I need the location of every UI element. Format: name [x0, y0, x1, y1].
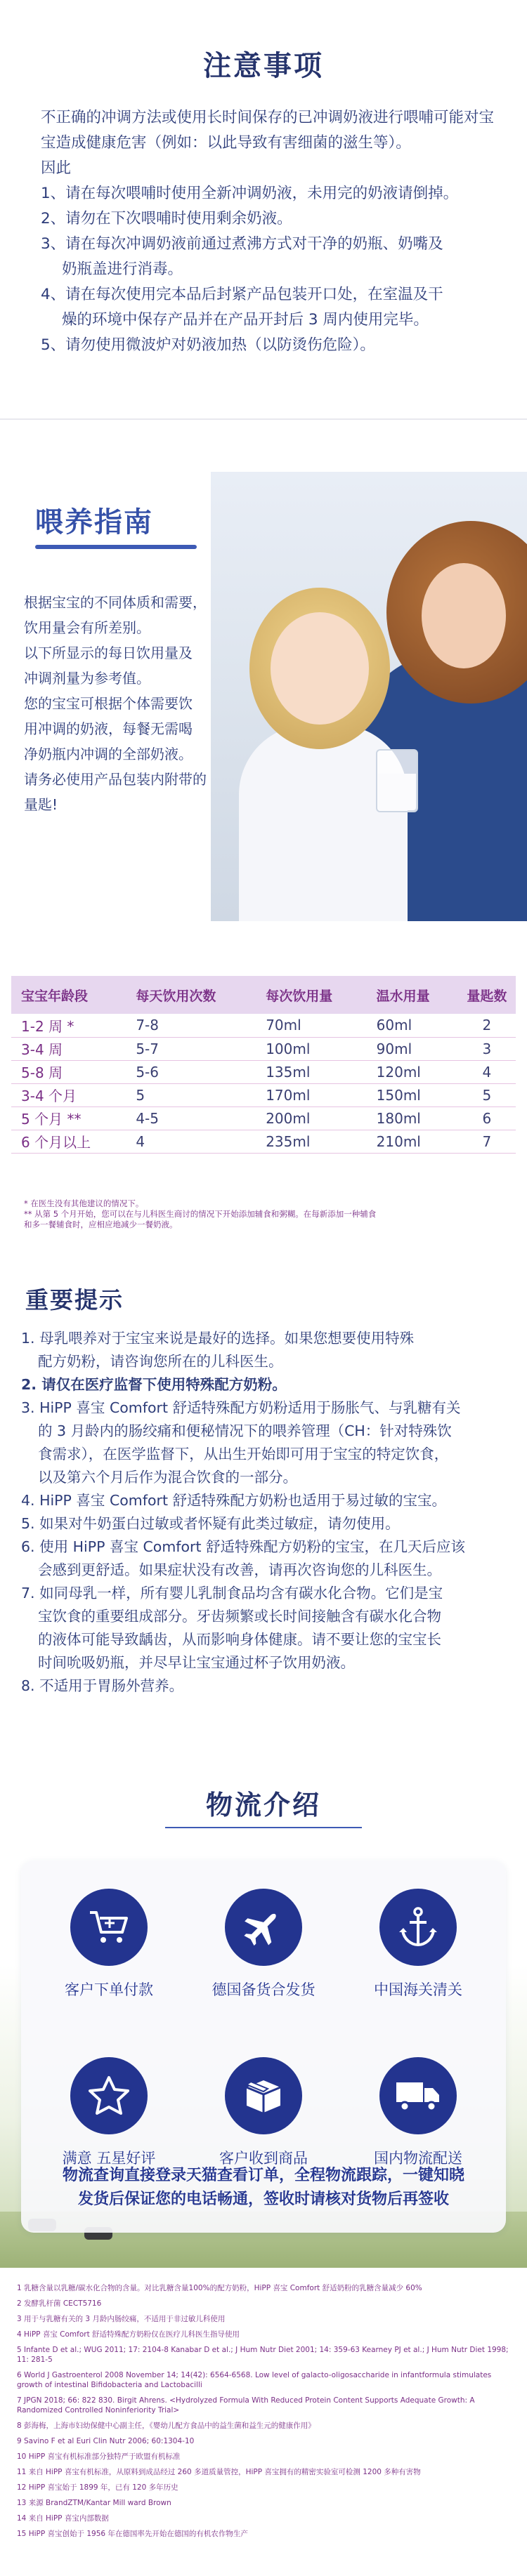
guide-intro-line: 您的宝宝可根据个体需要饮 — [24, 695, 193, 712]
guide-intro-line: 以下所显示的每日饮用量及 — [24, 645, 193, 661]
notes-item: 燥的环境中保存产品并在产品开封后 3 周内使用完毕。 — [62, 311, 429, 329]
footnote: ** 从第 5 个月开始，您可以在与儿科医生商讨的情况下开始添加辅食和粥糊。在每新添加一种辅食 — [24, 1209, 377, 1219]
guide-intro — [24, 590, 215, 817]
references-list — [17, 2283, 516, 2544]
reference-item: 7 JPGN 2018; 66: 822 830. Birgit Ahrens. <Hydrolyzed Formula With Reduced Protein Content Supports Adequate Growth: A Randomized Controlled Noninferiority Trial> — [17, 2396, 475, 2415]
header-scoops: 量匙数 — [458, 976, 516, 1014]
important-list — [21, 1327, 513, 1698]
feeding-table-cell: 120ml — [367, 1060, 458, 1083]
reference-item: 10 HiPP 喜宝有机标准部分独特严于欧盟有机标准 — [17, 2452, 181, 2461]
important-line: 以及第六个月后作为混合饮食的一部分。 — [38, 1469, 297, 1486]
guide-title: 喂养指南 — [35, 506, 153, 539]
guide-intro-line: 冲调剂量为参考值。 — [24, 670, 150, 687]
reference-item: 2 发酵乳杆菌 CECT5716 — [17, 2299, 102, 2308]
important-line: 配方奶粉，请咨询您所在的儿科医生。 — [38, 1353, 283, 1370]
reference-item: 15 HiPP 喜宝创始于 1956 年在德国率先开始在德国的有机农作物生产 — [17, 2530, 248, 2538]
feeding-table-header-row — [11, 976, 516, 1014]
step-label: 满意 五星好评 — [62, 2150, 156, 2167]
feeding-table-row — [11, 1107, 516, 1130]
feeding-table-row — [11, 1130, 516, 1153]
header-water: 温水用量 — [367, 976, 458, 1014]
feeding-table-cell: 1-2 周 * — [11, 1014, 126, 1037]
feeding-table-row — [11, 1014, 516, 1037]
notes-section — [0, 0, 527, 418]
truck-icon — [379, 2057, 457, 2134]
feeding-table-cell: 4 — [458, 1060, 516, 1083]
important-line: 的液体可能导致龋齿，从而影响身体健康。请不要让您的宝宝长 — [38, 1631, 441, 1648]
important-line: 的 3 月龄内的肠绞痛和便秘情况下的喂养管理（CH：针对特殊饮 — [38, 1422, 452, 1439]
step-order-payment — [39, 1889, 179, 2000]
footnote: * 在医生没有其他建议的情况下。 — [24, 1198, 144, 1208]
step-label: 德国备货合发货 — [212, 1981, 315, 1998]
header-amount: 每次饮用量 — [256, 976, 366, 1014]
logistics-title: 物流介绍 — [205, 1790, 321, 1821]
photo-milk — [378, 774, 416, 810]
feeding-table-cell: 60ml — [367, 1014, 458, 1037]
important-line: 1. 母乳喂养对于宝宝来说是最好的选择。如果您想要使用特殊 — [21, 1330, 415, 1347]
reference-item: 4 HiPP 喜宝 Comfort 舒适特殊配方奶粉仅在医疗儿科医生指导使用 — [17, 2330, 240, 2339]
footnote: 和多一餐辅食时，应相应地减少一餐奶液。 — [24, 1220, 178, 1229]
guide-intro-line: 请务必使用产品包装内附带的 — [24, 771, 207, 788]
reference-item: 12 HiPP 喜宝始于 1899 年，已有 120 多年历史 — [17, 2483, 178, 2492]
important-line: 8. 不适用于胃肠外营养。 — [21, 1677, 184, 1694]
feeding-table — [11, 976, 516, 1154]
section-divider — [0, 418, 527, 420]
photo-mother-face — [422, 563, 506, 668]
feeding-table-cell: 3-4 周 — [11, 1037, 126, 1060]
guide-footnotes — [24, 1198, 488, 1230]
notes-item: 1、请在每次喂哺时使用全新冲调奶液，未用完的奶液请倒掉。 — [41, 185, 459, 202]
reference-item: 8 彭海梅，上海市妇幼保健中心副主任，《婴幼儿配方食品中的益生菌和益生元的健康作用》 — [17, 2422, 315, 2430]
reference-item: 3 用于与乳糖有关的 3 月龄内肠绞痛，不适用于非过敏儿科使用 — [17, 2315, 226, 2323]
notes-item: 4、请在每次使用完本品后封紧产品包装开口处，在室温及干 — [41, 286, 443, 303]
reference-item: 13 来源 BrandZTM/Kantar Mill ward Brown — [17, 2499, 171, 2507]
mother-child-photo — [211, 472, 527, 921]
feeding-table-row — [11, 1037, 516, 1060]
feeding-table-cell: 6 个月以上 — [11, 1130, 126, 1153]
step-label: 客户收到商品 — [219, 2150, 308, 2167]
feeding-table-cell: 200ml — [256, 1107, 366, 1130]
feeding-table-cell: 7 — [458, 1130, 516, 1153]
step-germany-shipping — [193, 1889, 334, 2000]
anchor-icon — [379, 1889, 457, 1966]
notes-title: 注意事项 — [203, 50, 324, 82]
feeding-table-cell: 135ml — [256, 1060, 366, 1083]
feeding-table-cell: 4-5 — [126, 1107, 256, 1130]
important-line: 会感到更舒适。如果症状没有改善，请再次咨询您的儿科医生。 — [38, 1561, 441, 1578]
shopping-cart-icon — [70, 1889, 148, 1966]
reference-item: 6 World J Gastroenterol 2008 November 14; 14(42): 6564-6568. Low level of galacto-oligosaccharide in infantformula stimulates growth of intestinal Bifidobacteria and Lactobacilli — [17, 2371, 492, 2389]
feeding-table-cell: 3-4 个月 — [11, 1083, 126, 1107]
important-line: 6. 使用 HiPP 喜宝 Comfort 舒适特殊配方奶粉的宝宝，在几天后应该 — [21, 1538, 466, 1555]
important-line: 时间吮吸奶瓶，并尽早让宝宝通过杯子饮用奶液。 — [38, 1654, 355, 1671]
feeding-table-row — [11, 1083, 516, 1107]
feeding-table-cell: 5-7 — [126, 1037, 256, 1060]
feeding-table-cell: 5 — [458, 1083, 516, 1107]
logistics-note — [42, 2164, 485, 2212]
reference-item: 5 Infante D et al.; WUG 2011; 17: 2104-8 Kanabar D et al.; J Hum Nutr Diet 2001; 14: 359-63 Kearney PJ et al.; J Hum Nutr Diet 1998; 11: 281-5 — [17, 2346, 509, 2364]
reference-item: 1 乳糖含量以乳糖/碳水化合物的含量。对比乳糖含量100%的配方奶粉，HiPP 喜宝 Comfort 舒适奶粉的乳糖含量减少 60% — [17, 2284, 422, 2292]
guide-intro-line: 饮用量会有所差别。 — [24, 619, 150, 636]
header-times: 每天饮用次数 — [126, 976, 256, 1014]
step-label: 客户下单付款 — [65, 1981, 153, 1998]
feeding-table-row — [11, 1060, 516, 1083]
guide-intro-line: 量匙! — [24, 796, 58, 813]
guide-intro-line: 净奶瓶内冲调的全部奶液。 — [24, 746, 193, 762]
feeding-table-cell: 5-8 周 — [11, 1060, 126, 1083]
notes-paragraph: 因此 — [41, 159, 72, 177]
notes-body — [41, 105, 497, 358]
feeding-table-cell: 7-8 — [126, 1014, 256, 1037]
notes-item: 奶瓶盖进行消毒。 — [62, 260, 183, 278]
feeding-table-cell: 3 — [458, 1037, 516, 1060]
notes-item: 2、请勿在下次喂哺时使用剩余奶液。 — [41, 210, 292, 227]
references-section — [0, 2276, 527, 2576]
reference-item: 9 Savino F et al Euri Clin Nutr 2006; 60:1304-10 — [17, 2437, 195, 2445]
important-line: 2. 请仅在医疗监督下使用特殊配方奶粉。 — [21, 1376, 287, 1393]
important-line: 食需求），在医学监督下，从出生开始即可用于宝宝的特定饮食， — [38, 1446, 449, 1462]
feeding-table-cell: 2 — [458, 1014, 516, 1037]
step-customs — [348, 1889, 488, 2000]
step-label: 国内物流配送 — [374, 2150, 462, 2167]
important-line: 4. HiPP 喜宝 Comfort 舒适特殊配方奶粉也适用于易过敏的宝宝。 — [21, 1492, 447, 1509]
logistics-note-line: 发货后保证您的电话畅通，签收时请核对货物后再签收 — [77, 2191, 449, 2208]
logistics-title-underline — [165, 1827, 362, 1828]
step-label: 中国海关清关 — [374, 1981, 462, 1998]
important-line: 7. 如同母乳一样，所有婴儿乳制食品均含有碳水化合物。它们是宝 — [21, 1585, 443, 1601]
feeding-table-cell: 5 — [126, 1083, 256, 1107]
logistics-note-line: 物流查询直接登录天猫查看订单，全程物流跟踪，一键知晓 — [62, 2167, 464, 2184]
important-line: 3. HiPP 喜宝 Comfort 舒适特殊配方奶粉适用于肠胀气、与乳糖有关 — [21, 1399, 461, 1416]
notes-paragraph: 不正确的冲调方法或使用长时间保存的已冲调奶液进行喂哺可能对宝宝造成健康危害（例如：以此导致有害细菌的滋生等）。 — [41, 109, 495, 152]
important-line: 宝饮食的重要组成部分。牙齿频繁或长时间接触含有碳水化合物 — [38, 1608, 441, 1625]
feeding-table-cell: 150ml — [367, 1083, 458, 1107]
step-received — [193, 2057, 334, 2168]
feeding-table-cell: 100ml — [256, 1037, 366, 1060]
feeding-table-cell: 180ml — [367, 1107, 458, 1130]
guide-intro-line: 根据宝宝的不同体质和需要， — [24, 594, 207, 611]
header-age: 宝宝年龄段 — [11, 976, 126, 1014]
feeding-table-cell: 70ml — [256, 1014, 366, 1037]
feeding-table-cell: 210ml — [367, 1130, 458, 1153]
reference-item: 11 来自 HiPP 喜宝有机标准，从原料到成品经过 260 多道质量管控，HiPP 喜宝拥有的精密实验室可检测 1200 多种有害物 — [17, 2468, 421, 2476]
feeding-guide-section — [0, 472, 527, 1229]
feeding-table-cell: 4 — [126, 1130, 256, 1153]
package-icon — [225, 2057, 302, 2134]
feeding-table-cell: 5 个月 ** — [11, 1107, 126, 1130]
photo-girl-face — [271, 612, 369, 725]
important-line: 5. 如果对牛奶蛋白过敏或者怀疑有此类过敏症，请勿使用。 — [21, 1515, 400, 1532]
notes-item: 5、请勿使用微波炉对奶液加热（以防烫伤危险）。 — [41, 336, 375, 354]
star-icon — [70, 2057, 148, 2134]
reference-item: 14 来自 HiPP 喜宝内部数据 — [17, 2514, 109, 2523]
feeding-table-cell: 170ml — [256, 1083, 366, 1107]
step-domestic-delivery — [348, 2057, 488, 2168]
feeding-table-cell: 90ml — [367, 1037, 458, 1060]
airplane-icon — [225, 1889, 302, 1966]
guide-intro-line: 用冲调的奶液，每餐无需喝 — [24, 720, 193, 737]
guide-title-underline — [35, 545, 197, 549]
important-title: 重要提示 — [25, 1286, 124, 1314]
important-section — [0, 1282, 527, 1717]
notes-item: 3、请在每次冲调奶液前通过煮沸方式对干净的奶瓶、奶嘴及 — [41, 235, 443, 253]
feeding-table-cell: 235ml — [256, 1130, 366, 1153]
logistics-section — [0, 1762, 527, 2268]
feeding-table-cell: 6 — [458, 1107, 516, 1130]
feeding-table-cell: 5-6 — [126, 1060, 256, 1083]
step-five-star — [39, 2057, 179, 2168]
